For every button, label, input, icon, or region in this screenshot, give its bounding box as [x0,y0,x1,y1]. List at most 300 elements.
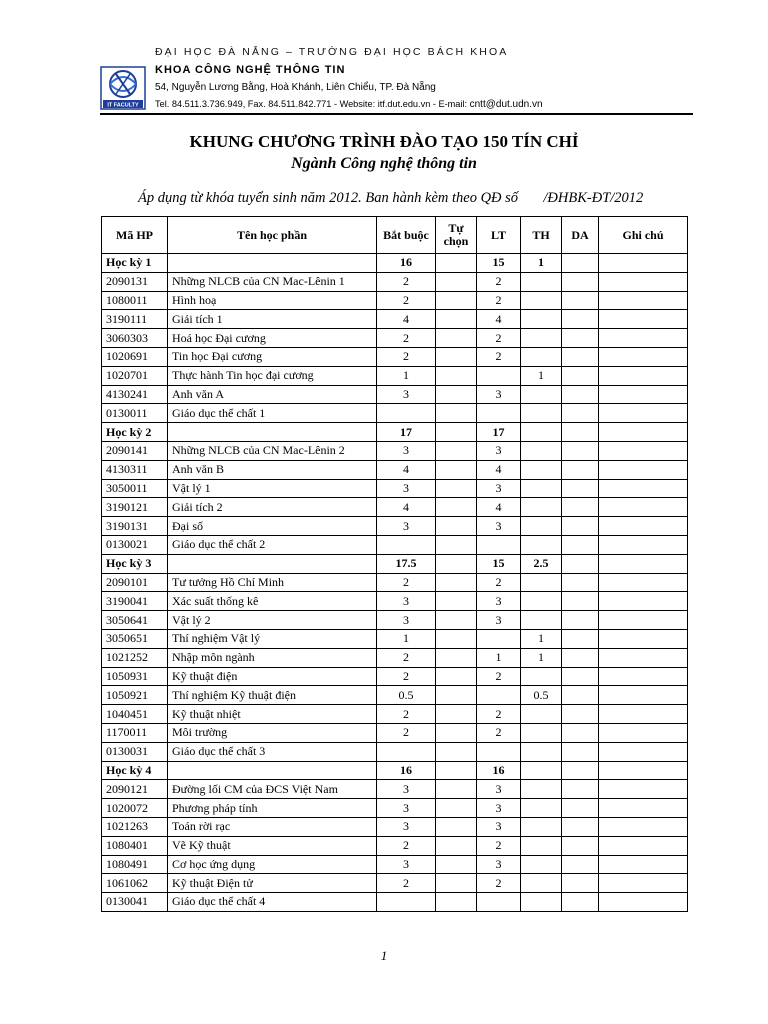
cell-code: 3050011 [102,479,168,498]
cell-name: Giáo dục thể chất 2 [168,535,377,554]
cell-th: 1 [521,366,562,385]
cell-th [521,347,562,366]
cell-da [562,498,599,517]
cell-lt: 2 [477,705,521,724]
semester-row [102,761,688,780]
cell-th [521,874,562,893]
table-row [102,535,688,554]
table-row [102,347,688,366]
cell-lt: 4 [477,460,521,479]
cell-elective [436,254,477,273]
cell-lt [477,404,521,423]
cell-required: 3 [377,855,436,874]
cell-code: Học kỳ 3 [102,554,168,573]
cell-code: Học kỳ 2 [102,423,168,442]
cell-lt: 2 [477,723,521,742]
cell-elective [436,423,477,442]
cell-note [599,874,688,893]
table-row [102,799,688,818]
cell-name: Kỹ thuật nhiệt [168,705,377,724]
cell-da [562,404,599,423]
cell-da [562,554,599,573]
cell-elective [436,385,477,404]
header-elective: Tự chọn [436,217,477,254]
cell-required: 3 [377,592,436,611]
table-row [102,441,688,460]
cell-lt: 15 [477,554,521,573]
cell-elective [436,723,477,742]
cell-code: Học kỳ 1 [102,254,168,273]
cell-note [599,347,688,366]
table-row [102,705,688,724]
cell-lt: 3 [477,817,521,836]
cell-name: Đại số [168,517,377,536]
cell-required: 2 [377,836,436,855]
cell-name: Vẽ Kỹ thuật [168,836,377,855]
cell-da [562,535,599,554]
curriculum-table [101,216,688,912]
cell-elective [436,535,477,554]
cell-required: 2 [377,723,436,742]
table-row [102,780,688,799]
cell-code: 4130241 [102,385,168,404]
cell-name [168,761,377,780]
cell-name: Vật lý 1 [168,479,377,498]
cell-elective [436,441,477,460]
cell-elective [436,310,477,329]
cell-elective [436,291,477,310]
cell-note [599,611,688,630]
cell-lt [477,893,521,912]
faculty-address: 54, Nguyễn Lương Bằng, Hoà Khánh, Liên Chiểu, TP. Đà Nẵng [155,82,436,93]
cell-required: 3 [377,517,436,536]
logo-text: IT FACULTY [107,102,139,109]
cell-lt: 3 [477,592,521,611]
cell-da [562,629,599,648]
cell-required: 17 [377,423,436,442]
header-divider [100,113,693,115]
cell-elective [436,836,477,855]
cell-required: 0.5 [377,686,436,705]
cell-da [562,385,599,404]
cell-da [562,310,599,329]
cell-elective [436,648,477,667]
cell-da [562,686,599,705]
cell-da [562,517,599,536]
cell-code: 1050931 [102,667,168,686]
cell-name: Toán rời rạc [168,817,377,836]
cell-code: 1020691 [102,347,168,366]
header-th: TH [521,217,562,254]
cell-lt: 3 [477,799,521,818]
document-title: KHUNG CHƯƠNG TRÌNH ĐÀO TẠO 150 TÍN CHỈ [189,132,579,151]
cell-code: 1021263 [102,817,168,836]
cell-lt: 3 [477,385,521,404]
table-row [102,742,688,761]
cell-name: Thí nghiệm Kỹ thuật điện [168,686,377,705]
cell-code: 1040451 [102,705,168,724]
cell-code: 0130041 [102,893,168,912]
cell-th [521,799,562,818]
cell-note [599,479,688,498]
cell-code: 3190111 [102,310,168,329]
table-row [102,272,688,291]
cell-lt: 3 [477,611,521,630]
cell-note [599,836,688,855]
cell-th [521,404,562,423]
cell-da [562,423,599,442]
header-note: Ghi chú [599,217,688,254]
cell-required [377,535,436,554]
cell-th: 1 [521,648,562,667]
cell-elective [436,629,477,648]
cell-code: 0130011 [102,404,168,423]
cell-da [562,817,599,836]
table-row [102,385,688,404]
cell-elective [436,272,477,291]
cell-lt: 2 [477,874,521,893]
cell-elective [436,817,477,836]
cell-required: 3 [377,385,436,404]
table-row [102,874,688,893]
cell-code: 4130311 [102,460,168,479]
cell-lt [477,629,521,648]
cell-required: 2 [377,705,436,724]
cell-lt [477,742,521,761]
cell-da [562,836,599,855]
cell-note [599,629,688,648]
table-row [102,592,688,611]
cell-elective [436,517,477,536]
cell-th [521,761,562,780]
table-row [102,686,688,705]
cell-name: Những NLCB của CN Mac-Lênin 1 [168,272,377,291]
cell-da [562,460,599,479]
cell-th [521,855,562,874]
table-row [102,329,688,348]
cell-da [562,761,599,780]
cell-name [168,423,377,442]
cell-required: 3 [377,799,436,818]
cell-name: Tư tưởng Hồ Chí Minh [168,573,377,592]
cell-code: 1020072 [102,799,168,818]
cell-code: 3060303 [102,329,168,348]
cell-lt [477,366,521,385]
cell-required: 2 [377,272,436,291]
cell-lt: 2 [477,573,521,592]
cell-th [521,385,562,404]
cell-note [599,517,688,536]
table-row [102,291,688,310]
cell-required: 16 [377,254,436,273]
cell-required: 3 [377,441,436,460]
cell-required: 2 [377,291,436,310]
cell-required: 2 [377,329,436,348]
cell-name: Đường lối CM của ĐCS Việt Nam [168,780,377,799]
cell-name: Những NLCB của CN Mac-Lênin 2 [168,441,377,460]
cell-th [521,817,562,836]
cell-name: Nhập môn ngành [168,648,377,667]
cell-th [521,423,562,442]
cell-th [521,498,562,517]
faculty-logo-icon [100,66,146,110]
cell-da [562,479,599,498]
cell-required [377,404,436,423]
cell-elective [436,573,477,592]
cell-note [599,385,688,404]
email-link[interactable]: cntt@dut.udn.vn [469,99,543,110]
cell-lt [477,535,521,554]
cell-code: 3050651 [102,629,168,648]
cell-note [599,498,688,517]
cell-note [599,272,688,291]
semester-row [102,423,688,442]
cell-elective [436,498,477,517]
cell-required: 4 [377,498,436,517]
cell-note [599,535,688,554]
cell-note [599,460,688,479]
semester-row [102,554,688,573]
cell-elective [436,705,477,724]
header-code: Mã HP [102,217,168,254]
cell-lt: 2 [477,347,521,366]
cell-da [562,780,599,799]
cell-code: 3190131 [102,517,168,536]
cell-th [521,611,562,630]
cell-required: 4 [377,460,436,479]
cell-lt: 2 [477,272,521,291]
cell-code: 1170011 [102,723,168,742]
cell-required [377,893,436,912]
cell-da [562,254,599,273]
apply-note: Áp dụng từ khóa tuyển sinh năm 2012. Ban hành kèm theo QĐ số /ĐHBK-ĐT/2012 [138,190,644,206]
faculty-contact [155,99,543,110]
cell-elective [436,799,477,818]
cell-da [562,855,599,874]
cell-da [562,723,599,742]
cell-lt: 17 [477,423,521,442]
cell-note [599,592,688,611]
cell-code: 1020701 [102,366,168,385]
cell-note [599,799,688,818]
cell-required: 2 [377,573,436,592]
cell-required: 2 [377,667,436,686]
cell-code: 2090141 [102,441,168,460]
cell-code: 1050921 [102,686,168,705]
cell-th: 2.5 [521,554,562,573]
cell-name: Kỹ thuật Điện tử [168,874,377,893]
cell-code: 1080401 [102,836,168,855]
cell-lt: 2 [477,329,521,348]
table-row [102,517,688,536]
cell-da [562,366,599,385]
document-subtitle: Ngành Công nghệ thông tin [291,155,477,172]
cell-note [599,254,688,273]
table-row [102,855,688,874]
table-row [102,366,688,385]
cell-elective [436,329,477,348]
cell-lt: 3 [477,441,521,460]
cell-note [599,667,688,686]
cell-da [562,648,599,667]
cell-da [562,573,599,592]
cell-da [562,441,599,460]
cell-note [599,893,688,912]
cell-th [521,272,562,291]
table-row [102,629,688,648]
cell-note [599,855,688,874]
cell-name [168,554,377,573]
cell-note [599,573,688,592]
cell-elective [436,611,477,630]
cell-th [521,705,562,724]
cell-lt: 16 [477,761,521,780]
table-row [102,611,688,630]
cell-th [521,460,562,479]
table-row [102,667,688,686]
cell-note [599,329,688,348]
cell-code: 2090121 [102,780,168,799]
cell-required: 2 [377,347,436,366]
cell-name: Tin học Đại cương [168,347,377,366]
cell-required: 2 [377,648,436,667]
cell-name: Giáo dục thể chất 3 [168,742,377,761]
semester-row [102,254,688,273]
cell-lt [477,686,521,705]
page-number: 1 [380,948,388,963]
cell-lt: 3 [477,780,521,799]
cell-elective [436,874,477,893]
cell-name: Môi trường [168,723,377,742]
cell-elective [436,479,477,498]
cell-da [562,667,599,686]
cell-lt: 4 [477,310,521,329]
cell-note [599,404,688,423]
cell-note [599,366,688,385]
table-row [102,573,688,592]
header-name: Tên học phần [168,217,377,254]
cell-elective [436,893,477,912]
cell-th [521,723,562,742]
cell-da [562,329,599,348]
cell-th [521,836,562,855]
cell-th [521,573,562,592]
table-row [102,723,688,742]
table-row [102,479,688,498]
cell-name: Xác suất thống kê [168,592,377,611]
cell-code: 0130021 [102,535,168,554]
cell-code: Học kỳ 4 [102,761,168,780]
cell-note [599,780,688,799]
cell-code: 1080011 [102,291,168,310]
cell-name: Giải tích 2 [168,498,377,517]
cell-note [599,648,688,667]
cell-elective [436,460,477,479]
cell-elective [436,592,477,611]
table-header-row [102,217,688,254]
cell-da [562,893,599,912]
cell-name: Anh văn A [168,385,377,404]
cell-required: 2 [377,874,436,893]
cell-lt: 3 [477,855,521,874]
cell-note [599,291,688,310]
cell-note [599,310,688,329]
cell-code: 1080491 [102,855,168,874]
cell-th [521,441,562,460]
cell-name: Hoá học Đại cương [168,329,377,348]
table-row [102,836,688,855]
cell-note [599,441,688,460]
header-lt: LT [477,217,521,254]
cell-code: 0130031 [102,742,168,761]
cell-code: 1021252 [102,648,168,667]
cell-elective [436,780,477,799]
cell-required: 3 [377,780,436,799]
cell-elective [436,366,477,385]
cell-lt: 3 [477,517,521,536]
cell-name: Kỹ thuật điện [168,667,377,686]
cell-da [562,272,599,291]
cell-code: 1061062 [102,874,168,893]
cell-name: Giải tích 1 [168,310,377,329]
cell-note [599,686,688,705]
contact-info: Tel. 84.511.3.736.949, Fax. 84.511.842.771 - Website: itf.dut.edu.vn - E-mail: [155,99,470,109]
cell-th [521,535,562,554]
cell-da [562,611,599,630]
cell-note [599,742,688,761]
cell-code: 2090131 [102,272,168,291]
faculty-name: KHOA CÔNG NGHỆ THÔNG TIN [155,64,346,76]
cell-th [521,310,562,329]
cell-name: Anh văn B [168,460,377,479]
cell-th [521,592,562,611]
cell-th: 1 [521,254,562,273]
cell-note [599,723,688,742]
cell-th [521,667,562,686]
cell-required: 3 [377,479,436,498]
cell-code: 2090101 [102,573,168,592]
cell-lt: 15 [477,254,521,273]
cell-note [599,554,688,573]
cell-lt: 3 [477,479,521,498]
cell-da [562,592,599,611]
cell-name: Vật lý 2 [168,611,377,630]
cell-da [562,291,599,310]
cell-required: 3 [377,817,436,836]
cell-note [599,705,688,724]
cell-code: 3050641 [102,611,168,630]
cell-da [562,347,599,366]
cell-required: 4 [377,310,436,329]
cell-th [521,517,562,536]
cell-code: 3190041 [102,592,168,611]
cell-code: 3190121 [102,498,168,517]
cell-elective [436,554,477,573]
cell-elective [436,855,477,874]
cell-name: Giáo dục thể chất 4 [168,893,377,912]
cell-elective [436,404,477,423]
cell-th [521,893,562,912]
cell-elective [436,686,477,705]
cell-th [521,329,562,348]
cell-name: Hình hoạ [168,291,377,310]
cell-da [562,799,599,818]
cell-elective [436,761,477,780]
cell-elective [436,742,477,761]
cell-lt: 2 [477,291,521,310]
cell-elective [436,347,477,366]
cell-lt: 2 [477,667,521,686]
